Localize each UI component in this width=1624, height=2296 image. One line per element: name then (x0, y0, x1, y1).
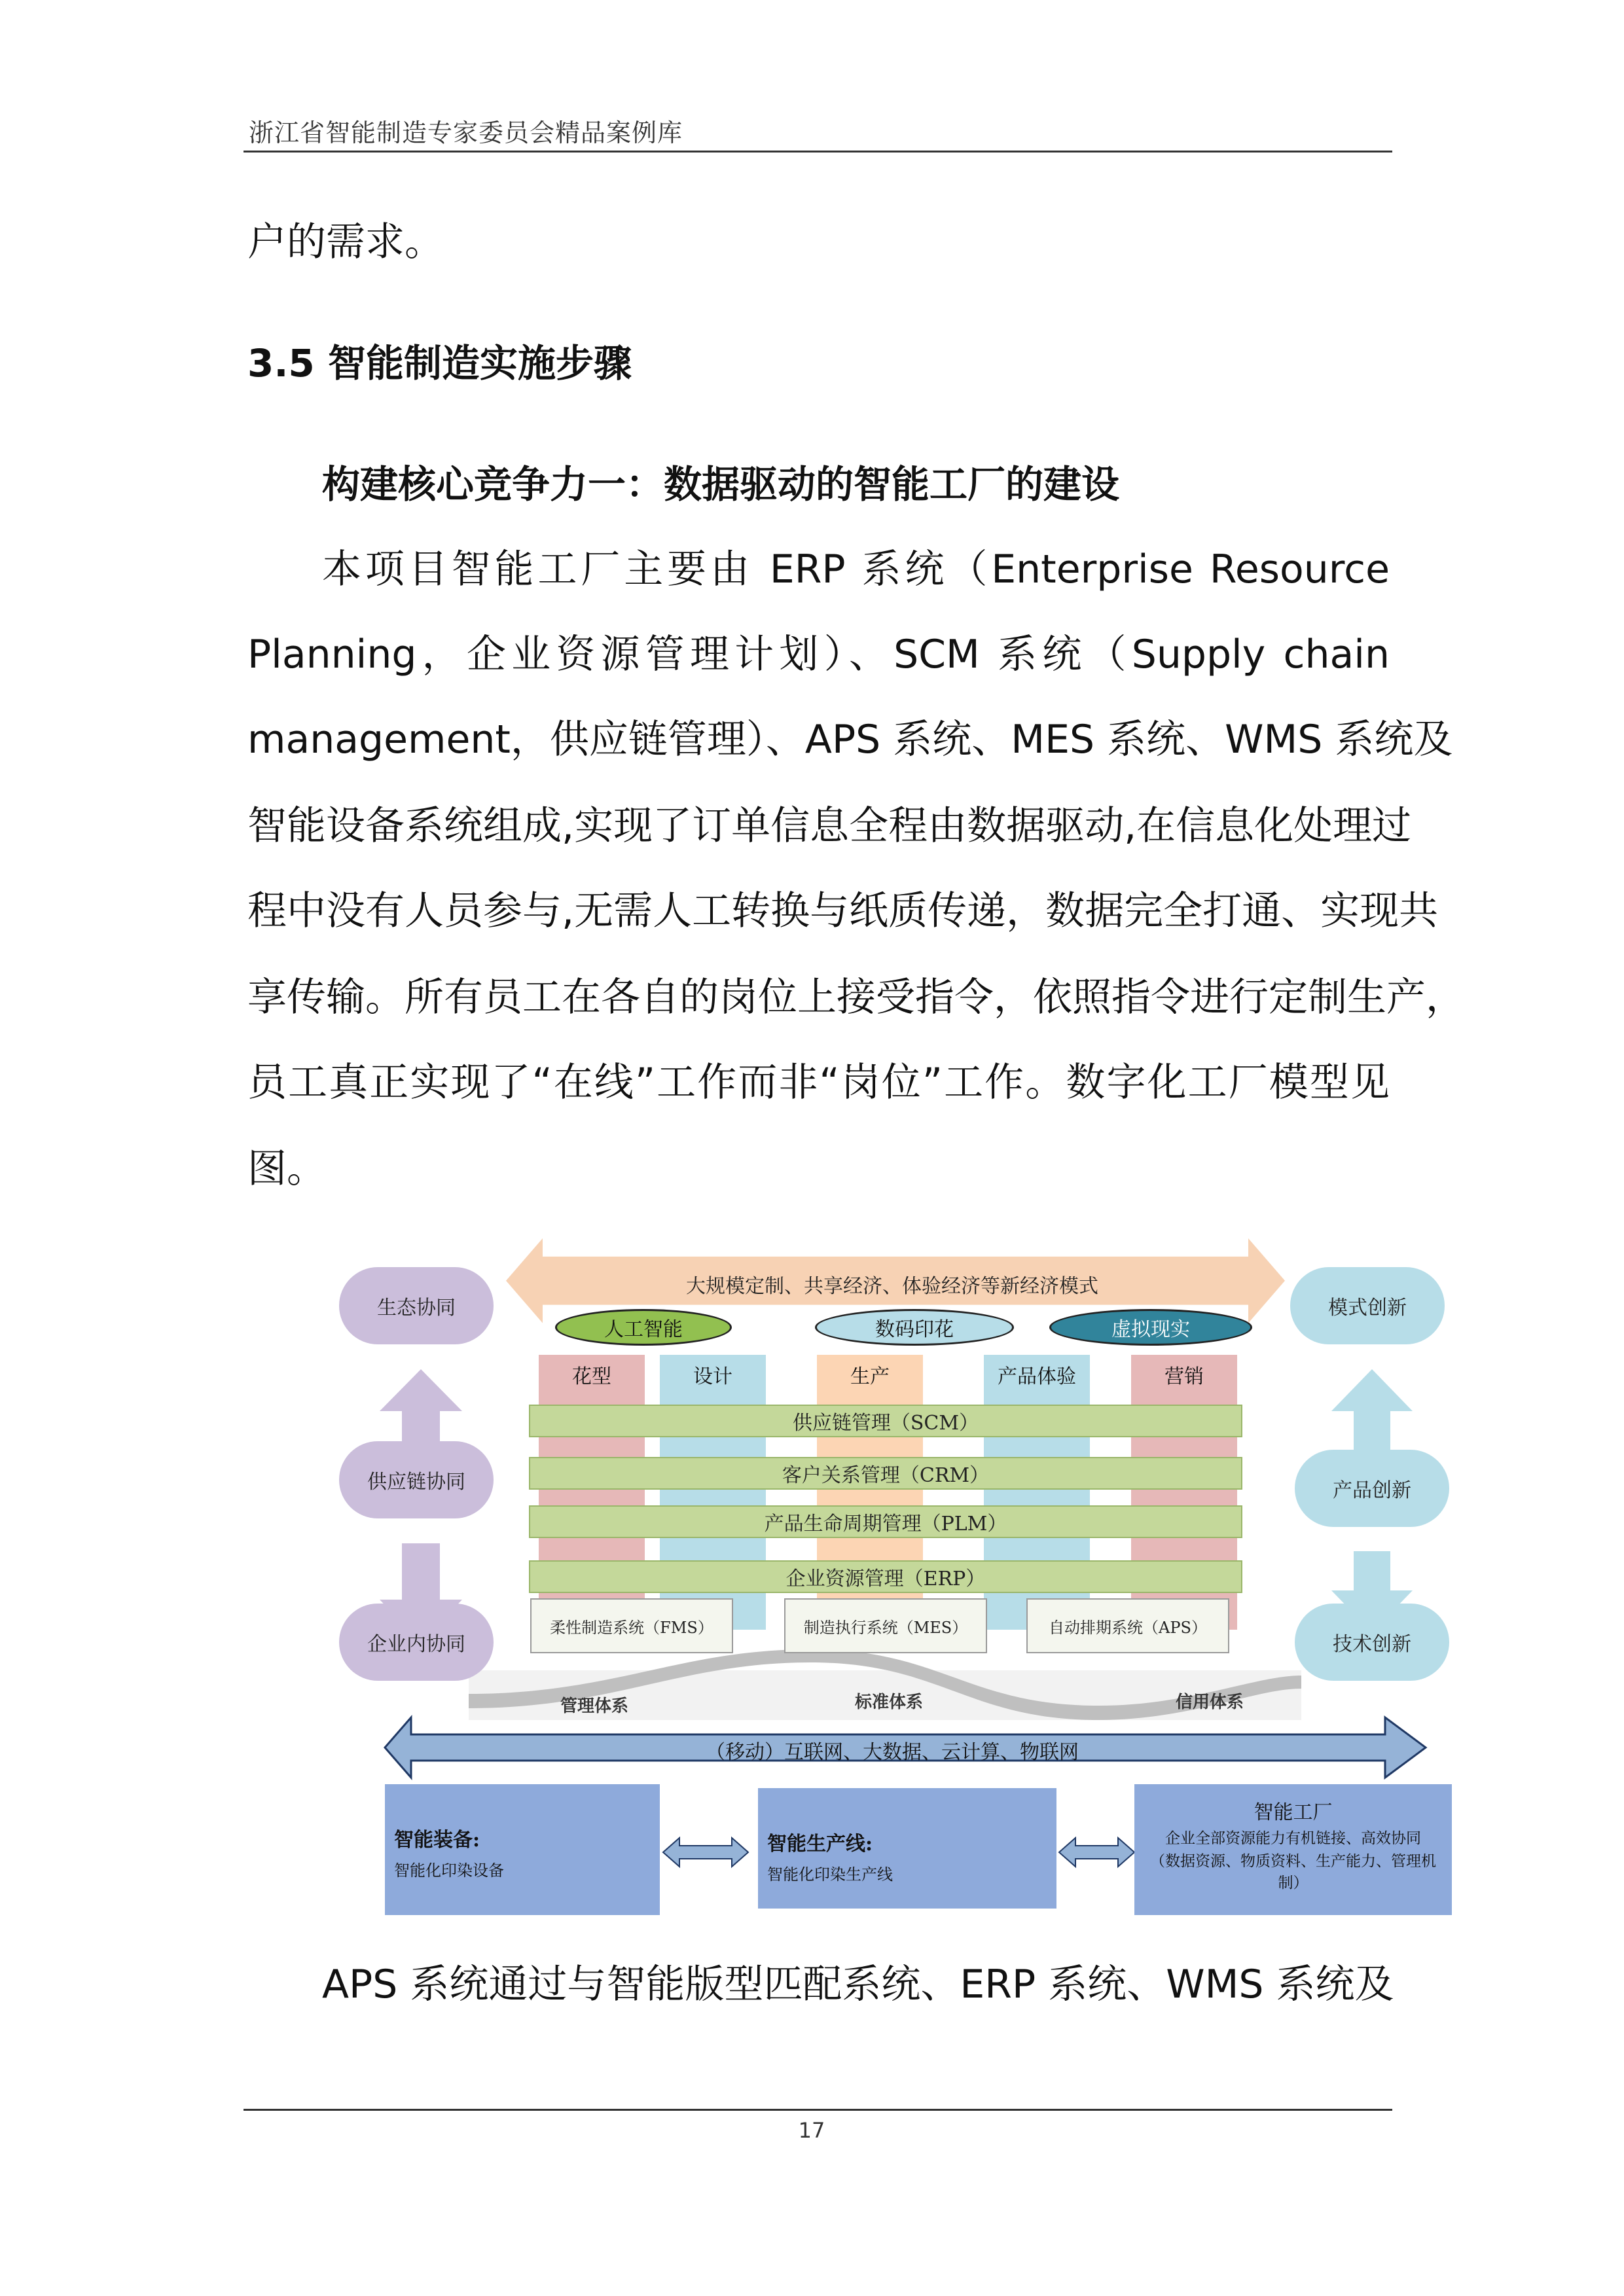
box-smart-factory-sub: 企业全部资源能力有机链接、高效协同 (1165, 1830, 1421, 1847)
label-standard-system: 标准体系 (854, 1693, 923, 1712)
connector-arrow-2 (1059, 1838, 1134, 1867)
paragraph-line: 员工真正实现了“在线”工作而非“岗位”工作。数字化工厂模型见 (247, 1060, 1390, 1105)
box-smart-factory-detail: （数据资源、物质资料、生产能力、管理机制） (1150, 1853, 1436, 1892)
pill-internal-collaboration: 企业内协同 (339, 1604, 494, 1681)
paragraph-line: 享传输。所有员工在各自的岗位上接受指令，依照指令进行定制生产， (247, 975, 1465, 1020)
pill-technology-innovation: 技术创新 (1295, 1604, 1449, 1681)
bar-plm: 产品生命周期管理（PLM） (529, 1505, 1242, 1538)
column-marketing: 营销 (1131, 1355, 1237, 1630)
box-smart-equipment-sub: 智能化印染设备 (394, 1861, 504, 1880)
oval-digital-printing: 数码印花 (815, 1309, 1014, 1346)
paragraph-line: management，供应链管理）、APS 系统、MES 系统、WMS 系统及 (247, 717, 1453, 762)
box-smart-equipment-title: 智能装备: (394, 1829, 480, 1852)
box-smart-factory (1134, 1784, 1452, 1915)
connector-arrow-1 (663, 1838, 748, 1867)
sub-heading: 构建核心竞争力一：数据驱动的智能工厂的建设 (322, 462, 1120, 507)
bar-crm: 客户关系管理（CRM） (529, 1457, 1242, 1490)
box-smart-production-line (758, 1788, 1056, 1909)
column-pattern: 花型 (539, 1355, 645, 1630)
paragraph-line: 程中没有人员参与,无需人工转换与纸质传递，数据完全打通、实现共 (247, 888, 1439, 934)
pill-product-innovation: 产品创新 (1295, 1450, 1449, 1527)
running-header: 浙江省智能制造专家委员会精品案例库 (249, 118, 683, 147)
column-product-experience: 产品体验 (984, 1355, 1090, 1630)
paragraph-line: 图。 (247, 1146, 326, 1192)
paragraph-line: 本项目智能工厂主要由 ERP 系统（Enterprise Resource (322, 547, 1390, 592)
text-line-after-figure: APS 系统通过与智能版型匹配系统、ERP 系统、WMS 系统及 (322, 1962, 1394, 2007)
subsystem-aps: 自动排期系统（APS） (1026, 1598, 1229, 1653)
subsystem-mes: 制造执行系统（MES） (784, 1598, 987, 1653)
label-management-system: 管理体系 (560, 1696, 628, 1716)
label-credit-system: 信用体系 (1175, 1693, 1244, 1712)
subsystem-fms: 柔性制造系统（FMS） (530, 1598, 733, 1653)
paragraph-line: Planning，企业资源管理计划）、SCM 系统（Supply chain (247, 632, 1390, 677)
page-number: 17 (798, 2118, 825, 2143)
footer-rule (244, 2109, 1392, 2111)
section-heading: 3.5 智能制造实施步骤 (247, 341, 632, 386)
oval-artificial-intelligence: 人工智能 (555, 1309, 732, 1346)
bar-erp: 企业资源管理（ERP） (529, 1560, 1242, 1593)
bar-scm: 供应链管理（SCM） (529, 1405, 1242, 1437)
column-production: 生产 (817, 1355, 923, 1630)
header-rule (244, 151, 1392, 152)
pill-supply-chain-collaboration: 供应链协同 (339, 1441, 494, 1518)
box-smart-production-line-title: 智能生产线: (767, 1833, 873, 1856)
box-smart-factory-title: 智能工厂 (1254, 1801, 1333, 1824)
text-line-top: 户的需求。 (247, 219, 444, 265)
bottom-arrow-label: （移动）互联网、大数据、云计算、物联网 (706, 1741, 1079, 1764)
right-vertical-arrow (1331, 1369, 1413, 1451)
paragraph-line: 智能设备系统组成,实现了订单信息全程由数据驱动,在信息化处理过 (247, 803, 1412, 849)
box-smart-production-line-sub: 智能化印染生产线 (767, 1865, 893, 1884)
column-design: 设计 (660, 1355, 766, 1630)
pill-model-innovation: 模式创新 (1290, 1267, 1445, 1344)
digital-factory-diagram (339, 1230, 1452, 1918)
oval-virtual-reality: 虚拟现实 (1049, 1309, 1252, 1346)
box-smart-equipment (385, 1784, 660, 1915)
top-arrow-label: 大规模定制、共享经济、体验经济等新经济模式 (686, 1275, 1098, 1298)
pill-ecosystem-collaboration: 生态协同 (339, 1267, 494, 1344)
